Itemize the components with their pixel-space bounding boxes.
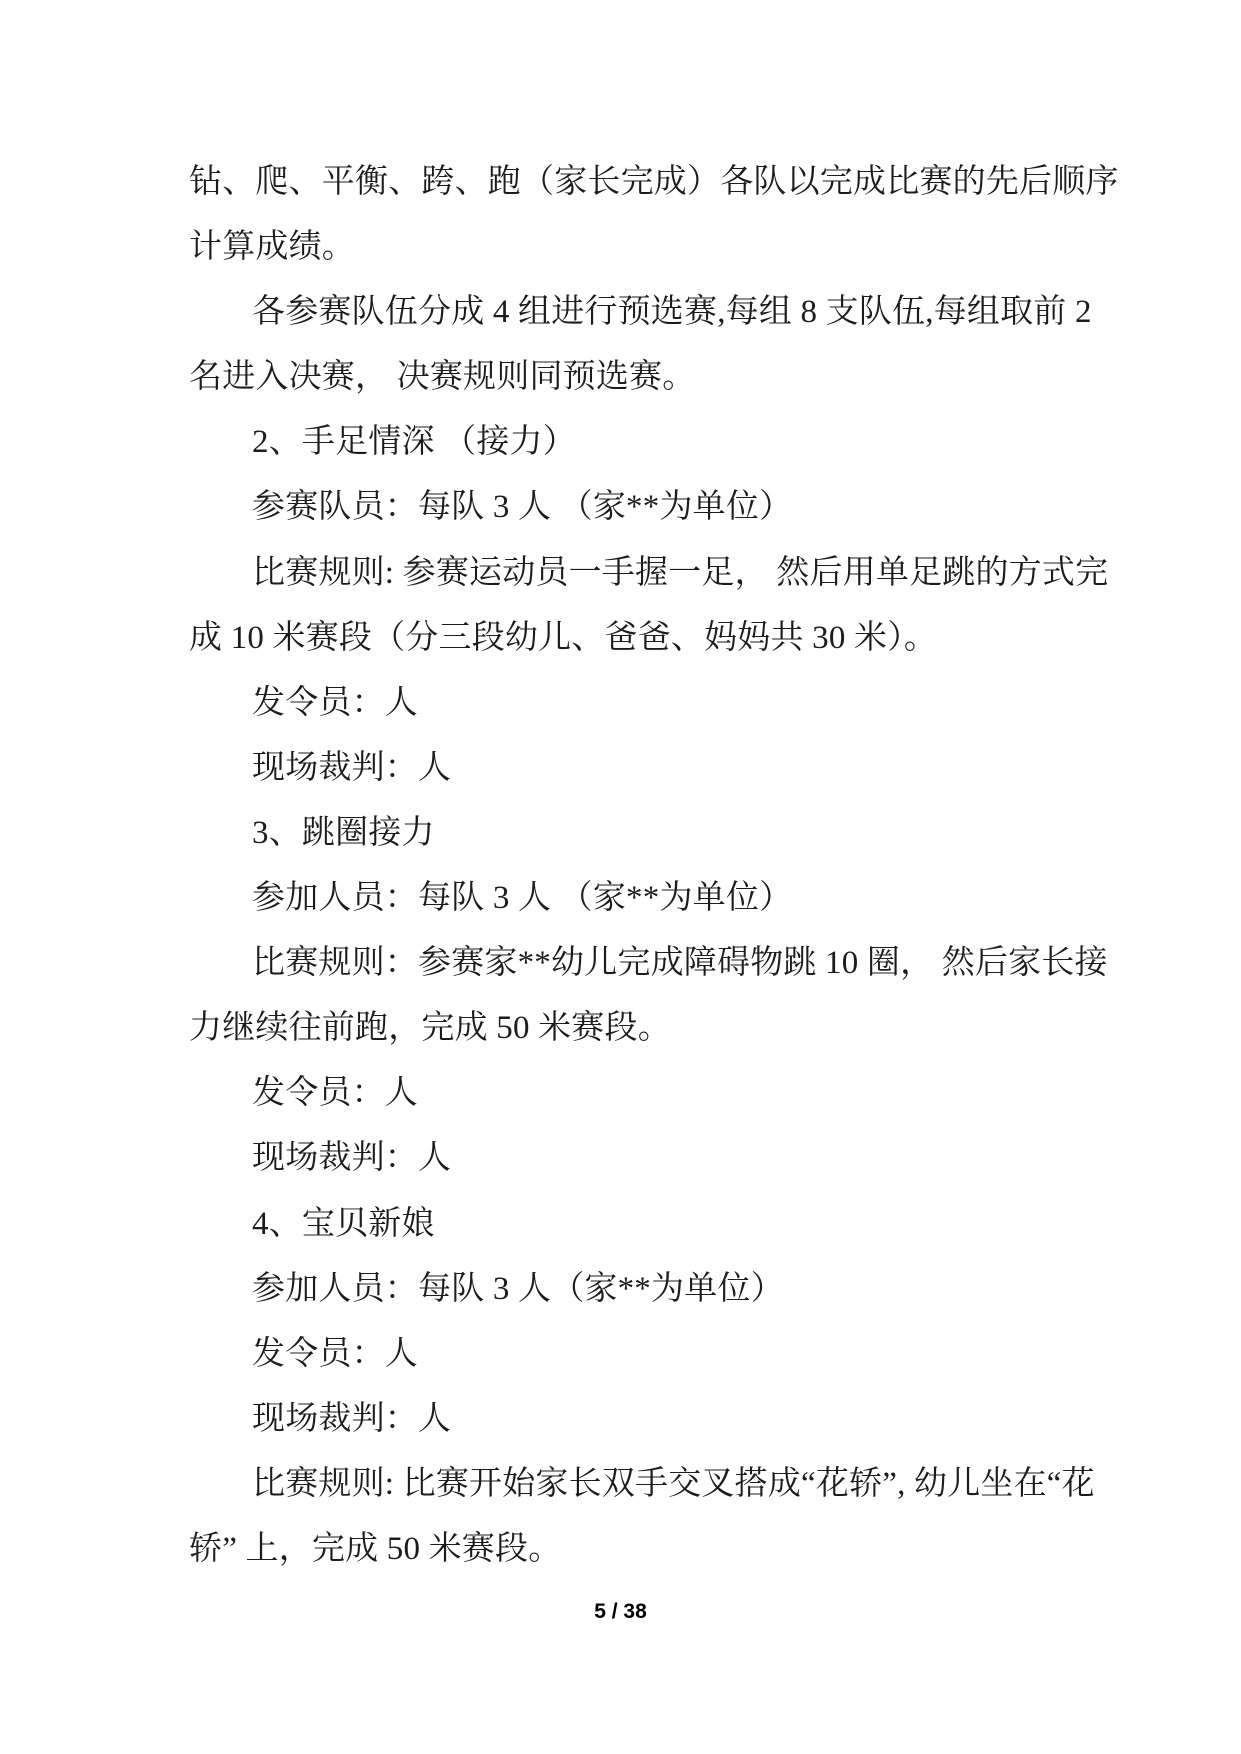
text-line: 成 10 米赛段（分三段幼儿、爸爸、妈妈共 30 米）。 — [189, 619, 938, 656]
text-line: 2、手足情深 （接力） — [252, 424, 576, 461]
text-line: 3、跳圈接力 — [252, 814, 435, 851]
text-line: 轿” 上，完成 50 米赛段。 — [189, 1530, 562, 1567]
text-line: 比赛规则：参赛家**幼儿完成障碍物跳 10 圈， 然后家长接 — [252, 945, 1108, 982]
text-line: 参赛队员：每队 3 人 （家**为单位） — [252, 489, 793, 526]
text-line: 计算成绩。 — [189, 229, 355, 266]
text-line: 比赛规则: 参赛运动员一手握一足， 然后用单足跳的方式完 — [252, 554, 1109, 591]
text-line: 钻、爬、平衡、跨、跑（家长完成）各队以完成比赛的先后顺序 — [189, 164, 1119, 200]
text-line: 力继续往前跑，完成 50 米赛段。 — [189, 1010, 671, 1047]
text-line: 发令员：人 — [252, 684, 418, 721]
text-line: 发令员：人 — [252, 1075, 418, 1112]
text-line: 名进入决赛， 决赛规则同预选赛。 — [189, 359, 696, 396]
document-body — [189, 150, 1119, 1582]
text-line: 现场裁判：人 — [252, 1140, 452, 1177]
page-number-indicator: 5 / 38 — [594, 1600, 647, 1623]
text-line: 参加人员：每队 3 人（家**为单位） — [252, 1270, 784, 1307]
text-line: 比赛规则: 比赛开始家长双手交叉搭成“花轿”, 幼儿坐在“花 — [252, 1465, 1095, 1502]
text-line: 4、宝贝新娘 — [252, 1205, 435, 1242]
text-line: 现场裁判：人 — [252, 1400, 452, 1437]
text-line: 各参赛队伍分成 4 组进行预选赛,每组 8 支队伍,每组取前 2 — [252, 294, 1092, 331]
page-footer — [0, 1598, 1241, 1626]
text-line: 参加人员：每队 3 人 （家**为单位） — [252, 880, 793, 917]
text-line: 发令员：人 — [252, 1335, 418, 1372]
text-line: 现场裁判：人 — [252, 749, 452, 786]
